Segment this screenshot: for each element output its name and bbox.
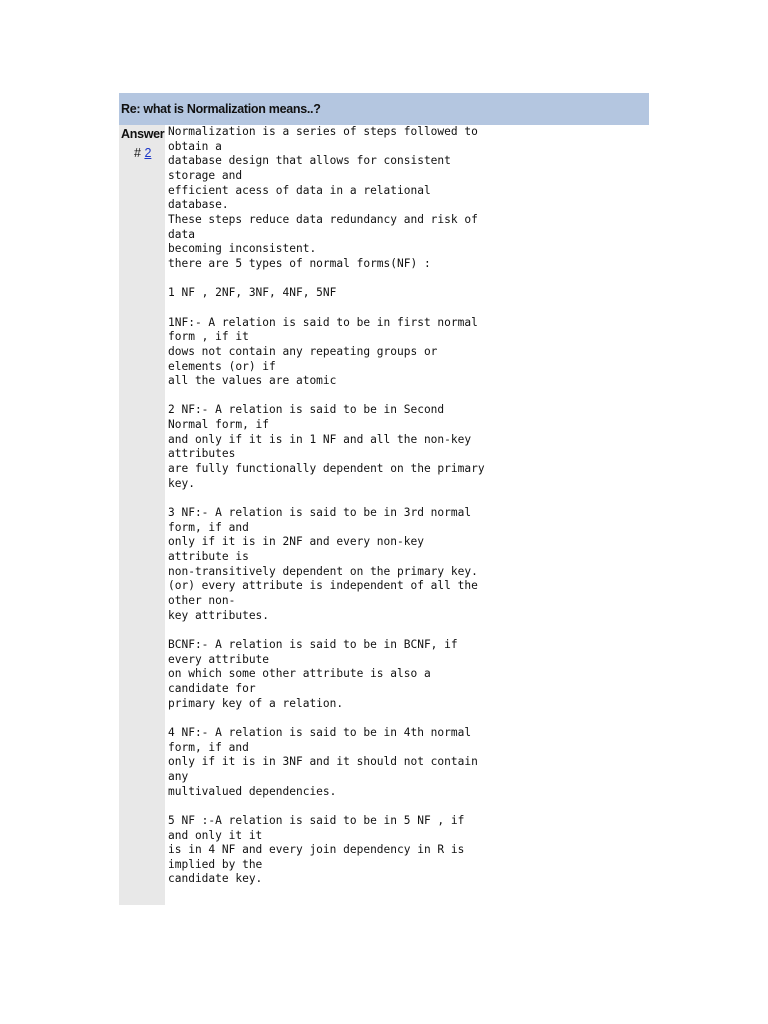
- answer-body-text: Normalization is a series of steps followed to obtain a database design that allows for consistent storage and efficient acess of data in a relational database. These steps reduce data redundancy and risk of data becoming inconsistent. there are 5 types of normal forms(NF) : 1 NF , 2NF, 3NF, 4NF, 5NF 1NF:- A relation is said to be in first normal form , if it dows not contain any repeating groups or elements (or) if all the values are atomic 2 NF:- A relation is said to be in Second Normal form, if and only if it is in 1 NF and all the non-key attributes are fully functionally dependent on the primary key. 3 NF:- A relation is said to be in 3rd normal form, if and only if it is in 2NF and every non-key attribute is non-transitively dependent on the primary key. (or) every attribute is independent of all the other non- key attributes. BCNF:- A relation is said to be in BCNF, if every attribute on which some other attribute is also a candidate for primary key of a relation. 4 NF:- A relation is said to be in 4th normal form, if and only if it is in 3NF and it should not contain any multivalued dependencies. 5 NF :-A relation is said to be in 5 NF , if and only it it is in 4 NF and every join dependency in R is implied by the candidate key.: [168, 125, 485, 886]
- question-title: Re: what is Normalization means..?: [121, 102, 321, 116]
- answer-hash: #: [134, 146, 145, 160]
- question-title-bar: [119, 93, 649, 125]
- answer-number: [134, 146, 151, 160]
- answer-gutter: [119, 125, 165, 905]
- answer-number-link[interactable]: 2: [144, 146, 152, 160]
- answer-label: Answer: [121, 127, 165, 141]
